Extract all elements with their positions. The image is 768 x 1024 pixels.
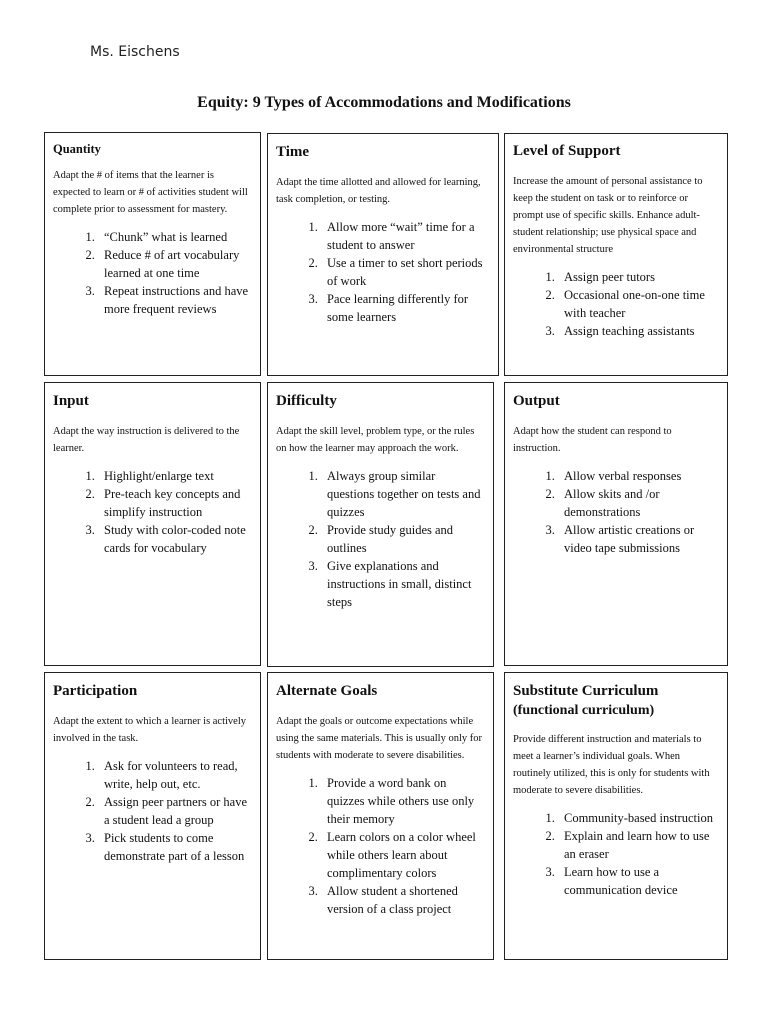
box-description: Adapt the # of items that the learner is expected to learn or # of activities student will complete prior to assessment for mastery. xyxy=(53,170,248,215)
box-output xyxy=(504,382,728,666)
list-item: 3. Give explanations and instructions in small, distinct steps xyxy=(321,557,485,611)
item-list xyxy=(513,809,719,899)
list-item: 1. Ask for volunteers to read, write, help out, etc. xyxy=(98,757,252,793)
item-list xyxy=(276,218,490,326)
list-item: 2. Explain and learn how to use an eraser xyxy=(558,827,719,863)
list-item: 1. Allow more “wait” time for a student to answer xyxy=(321,218,490,254)
box-description: Increase the amount of personal assistance to keep the student on task or to reinforce or prompt use of specific skills. Enhance adult-student relationship; use physical space and environmental structure xyxy=(513,176,703,255)
item-list xyxy=(513,268,719,340)
list-item: 2. Reduce # of art vocabulary learned at one time xyxy=(98,246,252,282)
list-item: 2. Provide study guides and outlines xyxy=(321,521,485,557)
list-item: 1. Assign peer tutors xyxy=(558,268,719,286)
list-item: 1. Highlight/enlarge text xyxy=(98,467,252,485)
box-alternate-goals xyxy=(267,672,494,960)
list-item: 1. “Chunk” what is learned xyxy=(98,228,252,246)
box-substitute-curriculum xyxy=(504,672,728,960)
list-item: 3. Pick students to come demonstrate part of a lesson xyxy=(98,829,252,865)
item-list xyxy=(53,757,252,865)
item-list xyxy=(53,467,252,557)
box-description: Adapt the extent to which a learner is actively involved in the task. xyxy=(53,716,247,744)
box-title: Alternate Goals xyxy=(276,683,378,699)
box-difficulty xyxy=(267,382,494,667)
list-item: 2. Assign peer partners or have a student lead a group xyxy=(98,793,252,829)
box-title: Substitute Curriculum xyxy=(513,683,659,699)
box-title: Output xyxy=(513,393,560,409)
list-item: 3. Allow artistic creations or video tape submissions xyxy=(558,521,719,557)
box-title: Time xyxy=(276,144,310,160)
item-list xyxy=(513,467,719,557)
box-level-of-support xyxy=(504,133,728,376)
box-description: Adapt the time allotted and allowed for learning, task completion, or testing. xyxy=(276,177,481,205)
page-title: Equity: 9 Types of Accommodations and Modifications xyxy=(197,94,571,111)
list-item: 1. Provide a word bank on quizzes while others use only their memory xyxy=(321,774,485,828)
list-item: 1. Community-based instruction xyxy=(558,809,719,827)
author-name: Ms. Eischens xyxy=(90,44,180,60)
list-item: 3. Study with color-coded note cards for vocabulary xyxy=(98,521,252,557)
box-description: Adapt the goals or outcome expectations while using the same materials. This is usually only for students with moderate to severe disabilities. xyxy=(276,716,482,761)
box-description: Adapt the way instruction is delivered to the learner. xyxy=(53,426,240,454)
box-title: Level of Support xyxy=(513,143,621,159)
box-time xyxy=(267,133,499,376)
list-item: 3. Assign teaching assistants xyxy=(558,322,719,340)
item-list xyxy=(53,228,252,318)
list-item: 1. Allow verbal responses xyxy=(558,467,719,485)
list-item: 3. Learn how to use a communication device xyxy=(558,863,719,899)
list-item: 2. Occasional one-on-one time with teacher xyxy=(558,286,719,322)
box-subtitle: (functional curriculum) xyxy=(513,703,655,718)
box-title: Input xyxy=(53,393,89,409)
box-participation xyxy=(44,672,261,960)
list-item: 3. Pace learning differently for some learners xyxy=(321,290,490,326)
list-item: 2. Allow skits and /or demonstrations xyxy=(558,485,719,521)
list-item: 1. Always group similar questions together on tests and quizzes xyxy=(321,467,485,521)
box-description: Adapt the skill level, problem type, or the rules on how the learner may approach the work. xyxy=(276,426,475,454)
item-list xyxy=(276,774,485,918)
list-item: 2. Pre-teach key concepts and simplify instruction xyxy=(98,485,252,521)
box-quantity xyxy=(44,132,261,376)
list-item: 3. Allow student a shortened version of a class project xyxy=(321,882,485,918)
box-title: Quantity xyxy=(53,142,101,156)
list-item: 2. Learn colors on a color wheel while others learn about complimentary colors xyxy=(321,828,485,882)
box-description: Adapt how the student can respond to instruction. xyxy=(513,426,672,454)
list-item: 2. Use a timer to set short periods of work xyxy=(321,254,490,290)
box-title: Participation xyxy=(53,683,138,699)
box-input xyxy=(44,382,261,666)
box-description: Provide different instruction and materials to meet a learner’s individual goals. When routinely utilized, this is only for students with moderate to severe disabilities. xyxy=(513,734,710,796)
list-item: 3. Repeat instructions and have more frequent reviews xyxy=(98,282,252,318)
item-list xyxy=(276,467,485,611)
box-title: Difficulty xyxy=(276,393,337,409)
